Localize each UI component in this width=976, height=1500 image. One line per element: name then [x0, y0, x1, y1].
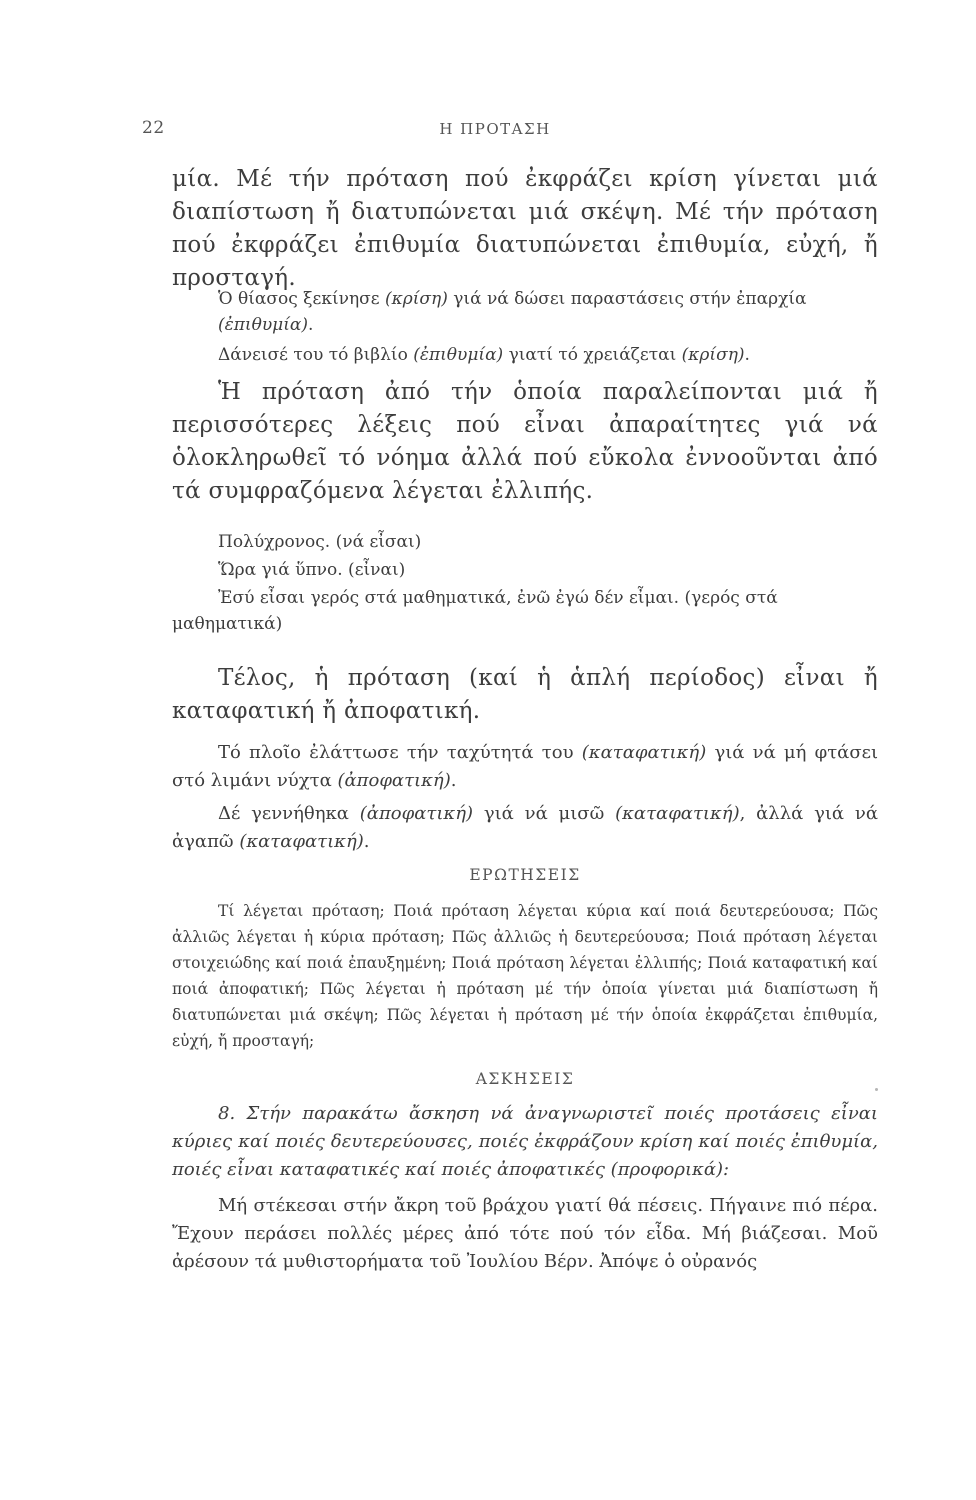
example-text: Τό πλοῖο ἐλάττωσε τήν ταχύτητά του	[218, 742, 582, 763]
example-text: Ὁ θίασος ξεκίνησε	[218, 289, 385, 309]
example-label: (καταφατική)	[615, 803, 740, 824]
example-text: , ἀλλά γιά νά ἀγαπῶ	[172, 803, 878, 852]
paragraph-affirmative-negative: Τέλος, ἡ πρόταση (καί ἡ ἁπλή περίοδος) εἶναι ἤ καταφατική ἤ ἀποφατική.	[172, 665, 878, 724]
exercise-number: 8.	[218, 1103, 236, 1124]
exercise-instruction-text: Στήν παρακάτω ἄσκηση νά ἀναγνωριστεῖ ποιές προτάσεις εἶναι κύριες καί ποιές δευτερεύουσες, ποιές ἐκφράζουν κρίση καί ποιές ἐπιθυμία, ποιές εἶναι καταφατικές καί ποιές ἀποφατικές (προφορικά):	[172, 1103, 878, 1180]
example-affirmative-negative-1	[172, 739, 878, 795]
running-title: Η ΠΡΟΤΑΣΗ	[439, 120, 551, 138]
example-elliptical-1: Πολύχρονος. (νά εἶσαι)	[218, 532, 422, 552]
questions-heading: ΕΡΩΤΗΣΕΙΣ	[469, 866, 581, 884]
page-header	[142, 118, 848, 148]
example-label: (κρίση)	[681, 345, 745, 365]
example-affirmative-negative-2	[172, 800, 878, 856]
example-text: .	[450, 770, 457, 791]
paragraph-sentence-types: μία. Μέ τήν πρόταση πού ἐκφράζει κρίση γίνεται μιά διαπίστωση ἤ διατυπώνεται μιά σκέψη. Μέ τήν πρόταση πού ἐκφράζει ἐπιθυμία διατυπώνεται ἐπιθυμία, εὐχή, ἤ προσταγή.	[172, 166, 878, 291]
example-elliptical-2: Ὥρα γιά ὕπνο. (εἶναι)	[218, 560, 406, 580]
example-label: (καταφατική)	[239, 831, 364, 852]
example-text: γιά νά μισῶ	[473, 803, 616, 824]
example-text: γιά νά μή φτάσει στό λιμάνι νύχτα	[172, 742, 879, 791]
example-label: (ἐπιθυμία)	[413, 345, 504, 365]
example-label: (ἐπιθυμία)	[218, 315, 308, 335]
example-text: .	[308, 315, 314, 335]
paragraph-elliptical-sentence: Ἡ πρόταση ἀπό τήν ὁποία παραλείπονται μιά ἤ περισσότερες λέξεις πού εἶναι ἀπαραίτητες γιά νά ὁλοκληρωθεῖ τό νόημα ἀλλά πού εὔκολα ἐννοοῦνται ἀπό τά συμφραζόμενα λέγεται ἐλλιπής.	[172, 379, 878, 504]
example-text: .	[363, 831, 370, 852]
page-number: 22	[142, 118, 165, 138]
example-text: γιατί τό χρειάζεται	[503, 345, 682, 365]
example-text: Δάνεισέ του τό βιβλίο	[218, 345, 414, 365]
example-label: (ἀποφατική)	[337, 770, 451, 791]
example-label: (κρίση)	[384, 289, 448, 309]
example-judgement-wish-1	[218, 286, 878, 338]
example-elliptical-3: Ἐσύ εἶσαι γερός στά μαθηματικά, ἐνῶ ἐγώ δέν εἶμαι. (γερός στά μαθηματικά)	[172, 588, 778, 634]
questions-text: Τί λέγεται πρόταση; Ποιά πρόταση λέγεται κύρια καί ποιά δευτερεύουσα; Πῶς ἀλλιῶς λέγεται ἡ κύρια πρόταση; Πῶς ἀλλιῶς ἡ δευτερεύουσα; Ποιά πρόταση λέγεται στοιχειώδης καί ποιά ἐπαυξημένη; Ποιά πρόταση λέγεται ἐλλιπής; Ποιά καταφατική καί ποιά ἀποφατική; Πῶς λέγεται ἡ πρόταση μέ τήν ὁποία γίνεται μιά διαπίστωση ἤ διατυπώνεται μιά σκέψη; Πῶς λέγεται ἡ πρόταση μέ τήν ὁποία ἐκφράζεται ἐπιθυμία, εὐχή, ἤ προσταγή;	[172, 902, 878, 1050]
example-text: γιά νά δώσει παραστάσεις στήν ἐπαρχία	[447, 289, 807, 309]
paper-speck	[875, 1088, 878, 1091]
example-text: .	[744, 345, 750, 365]
example-label: (καταφατική)	[581, 742, 707, 763]
exercises-heading: ΑΣΚΗΣΕΙΣ	[475, 1070, 575, 1088]
example-judgement-wish-2	[218, 342, 878, 368]
exercise-text: Μή στέκεσαι στήν ἄκρη τοῦ βράχου γιατί θά πέσεις. Πήγαινε πιό πέρα. Ἔχουν περάσει πολλές μέρες ἀπό τότε πού τόν εἶδα. Μή βιάζεσαι. Μοῦ ἀρέσουν τά μυθιστορήματα τοῦ Ἰουλίου Βέρν. Ἀπόψε ὁ οὐρανός	[172, 1195, 878, 1272]
exercise-instruction	[172, 1100, 878, 1184]
example-label: (ἀποφατική)	[359, 803, 473, 824]
example-text: Δέ γεννήθηκα	[218, 803, 360, 824]
